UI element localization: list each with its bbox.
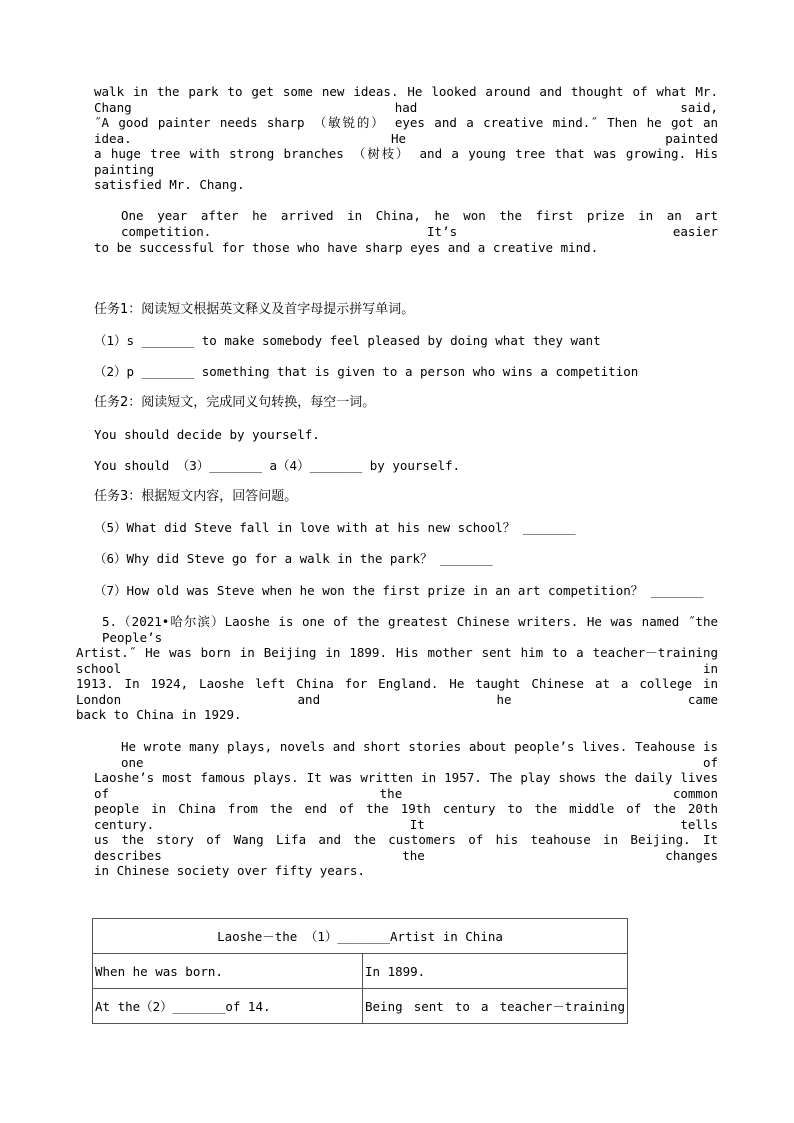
passage5-line-8: us the story of Wang Lifa and the customers of his teahouse in Beijing. It describes the changes — [94, 832, 718, 863]
passage4-line-4: satisfied Mr. Chang. — [94, 177, 245, 192]
passage5-line-4: back to China in 1929. — [76, 707, 242, 722]
passage4-line-1: walk in the park to get some new ideas. He looked around and thought of what Mr. Chang had said, — [94, 84, 718, 115]
passage4-line-2: ˝A good painter needs sharp （敏锐的） eyes and a creative mind.˝ Then he got an idea. He painted — [94, 115, 718, 146]
passage4-line-3: a huge tree with strong branches （树枝） and a young tree that was growing. His painting — [94, 146, 718, 177]
task2-title: 任务2：阅读短文，完成同义句转换，每空一词。 — [94, 395, 376, 410]
table-cell-left: At the（2）_______of 14. — [93, 989, 363, 1024]
passage5-line-1: 5.（2021•哈尔滨）Laoshe is one of the greatest Chinese writers. He was named ˝the People’s — [102, 614, 718, 645]
question-7: （7）How old was Steve when he won the first prize in an art competition？ _______ — [94, 583, 704, 598]
passage5-line-5: He wrote many plays, novels and short stories about people’s lives. Teahouse is one of — [121, 739, 718, 770]
table-header-row — [93, 919, 628, 954]
question-2: （2）p _______ something that is given to a person who wins a competition — [94, 364, 639, 379]
passage5-line-6: Laoshe’s most famous plays. It was written in 1957. The play shows the daily lives of the common — [94, 770, 718, 801]
question-1: （1）s _______ to make somebody feel pleased by doing what they want — [94, 333, 601, 348]
passage5-line-7: people in China from the end of the 19th century to the middle of the 20th century. It tells — [94, 801, 718, 832]
question-6: （6）Why did Steve go for a walk in the park？ _______ — [94, 551, 493, 566]
task1-title: 任务1：阅读短文根据英文释义及首字母提示拼写单词。 — [94, 302, 415, 317]
task3-title: 任务3：根据短文内容，回答问题。 — [94, 489, 298, 504]
table-row — [93, 989, 628, 1024]
laoshe-info-table — [92, 918, 628, 1024]
sentence-original: You should decide by yourself. — [94, 427, 320, 442]
passage4-line-6: to be successful for those who have sharp eyes and a creative mind. — [94, 240, 599, 255]
table-header-cell: Laoshe－the （1）_______Artist in China — [93, 919, 628, 954]
passage4-line-5: One year after he arrived in China, he won the first prize in an art competition. It’s easier — [121, 208, 718, 239]
table-cell-left: When he was born. — [93, 954, 363, 989]
table-cell-right: In 1899. — [363, 954, 628, 989]
passage5-line-2: Artist.˝ He was born in Beijing in 1899. His mother sent him to a teacher－training school in — [76, 645, 718, 676]
table-cell-right-text: Being sent to a teacher－training — [365, 999, 625, 1014]
sentence-rewrite: You should （3）_______ a（4）_______ by yourself. — [94, 458, 461, 473]
passage5-line-3: 1913. In 1924, Laoshe left China for England. He taught Chinese at a college in London and he came — [76, 676, 718, 707]
table-row — [93, 954, 628, 989]
table-cell-right — [363, 989, 628, 1024]
passage5-line-9: in Chinese society over fifty years. — [94, 863, 365, 878]
question-5: （5）What did Steve fall in love with at his new school？ _______ — [94, 520, 576, 535]
